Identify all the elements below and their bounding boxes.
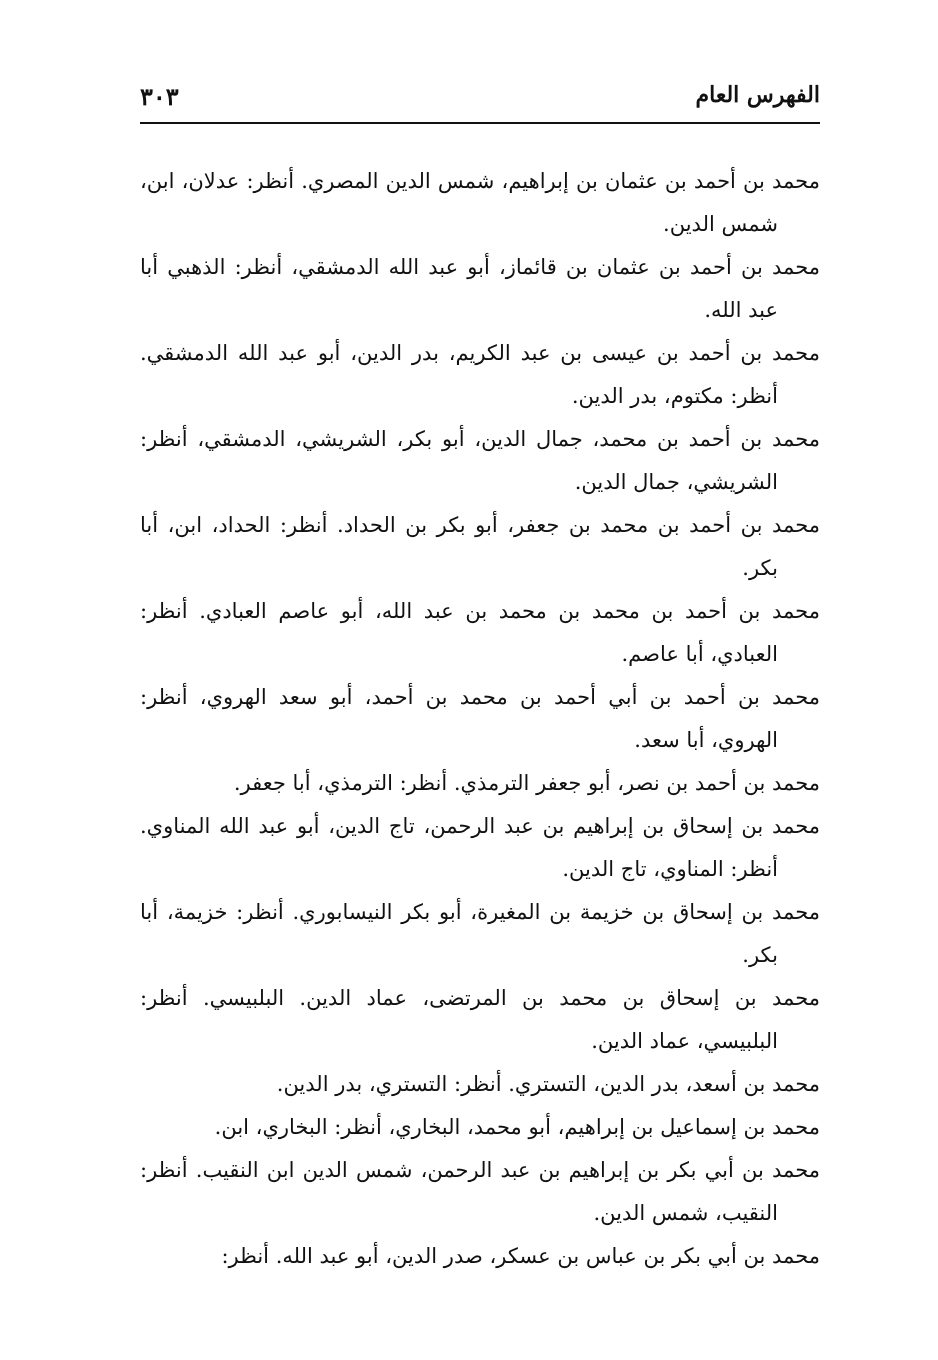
index-entries xyxy=(140,160,820,1278)
index-entry: محمد بن أحمد بن عثمان بن إبراهيم، شمس الدين المصري. أنظر: عدلان، ابن، شمس الدين. xyxy=(140,169,820,236)
page-number: ٣٠٣ xyxy=(140,82,179,111)
index-entry: محمد بن أحمد بن محمد بن جعفر، أبو بكر بن الحداد. أنظر: الحداد، ابن، أبا بكر. xyxy=(140,513,820,580)
index-entry: محمد بن أحمد بن نصر، أبو جعفر الترمذي. أنظر: الترمذي، أبا جعفر. xyxy=(233,771,820,795)
index-entry: محمد بن إسحاق بن خزيمة بن المغيرة، أبو بكر النيسابوري. أنظر: خزيمة، أبا بكر. xyxy=(140,900,820,967)
page-header xyxy=(140,80,820,124)
index-entry: محمد بن أحمد بن محمد بن محمد بن عبد الله، أبو عاصم العبادي. أنظر: العبادي، أبا عاصم. xyxy=(140,599,820,666)
index-entry: محمد بن أبي بكر بن إبراهيم بن عبد الرحمن، شمس الدين ابن النقيب. أنظر: النقيب، شمس الدين. xyxy=(140,1158,821,1225)
index-entry: محمد بن أحمد بن عثمان بن قائماز، أبو عبد الله الدمشقي، أنظر: الذهبي أبا عبد الله. xyxy=(140,255,820,322)
index-entry: محمد بن أحمد بن عيسى بن عبد الكريم، بدر الدين، أبو عبد الله الدمشقي. أنظر: مكتوم، بدر الدين. xyxy=(140,341,820,408)
index-entry: محمد بن إسحاق بن إبراهيم بن عبد الرحمن، تاج الدين، أبو عبد الله المناوي. أنظر: المناوي، تاج الدين. xyxy=(140,814,820,881)
index-entry: محمد بن أحمد بن محمد، جمال الدين، أبو بكر، الشريشي، الدمشقي، أنظر: الشريشي، جمال الدين. xyxy=(140,427,820,494)
index-entry: محمد بن أحمد بن أبي أحمد بن محمد بن أحمد، أبو سعد الهروي، أنظر: الهروي، أبا سعد. xyxy=(140,685,820,752)
index-entry: محمد بن أسعد، بدر الدين، التستري. أنظر: التستري، بدر الدين. xyxy=(276,1072,820,1096)
index-entry: محمد بن أبي بكر بن عباس بن عسكر، صدر الدين، أبو عبد الله. أنظر: xyxy=(221,1244,820,1268)
index-entry: محمد بن إسحاق بن محمد بن المرتضى، عماد الدين. البلبيسي. أنظر: البلبيسي، عماد الدين. xyxy=(140,986,820,1053)
index-entry: محمد بن إسماعيل بن إبراهيم، أبو محمد، البخاري، أنظر: البخاري، ابن. xyxy=(214,1115,820,1139)
running-title: الفهرس العام xyxy=(695,82,820,108)
